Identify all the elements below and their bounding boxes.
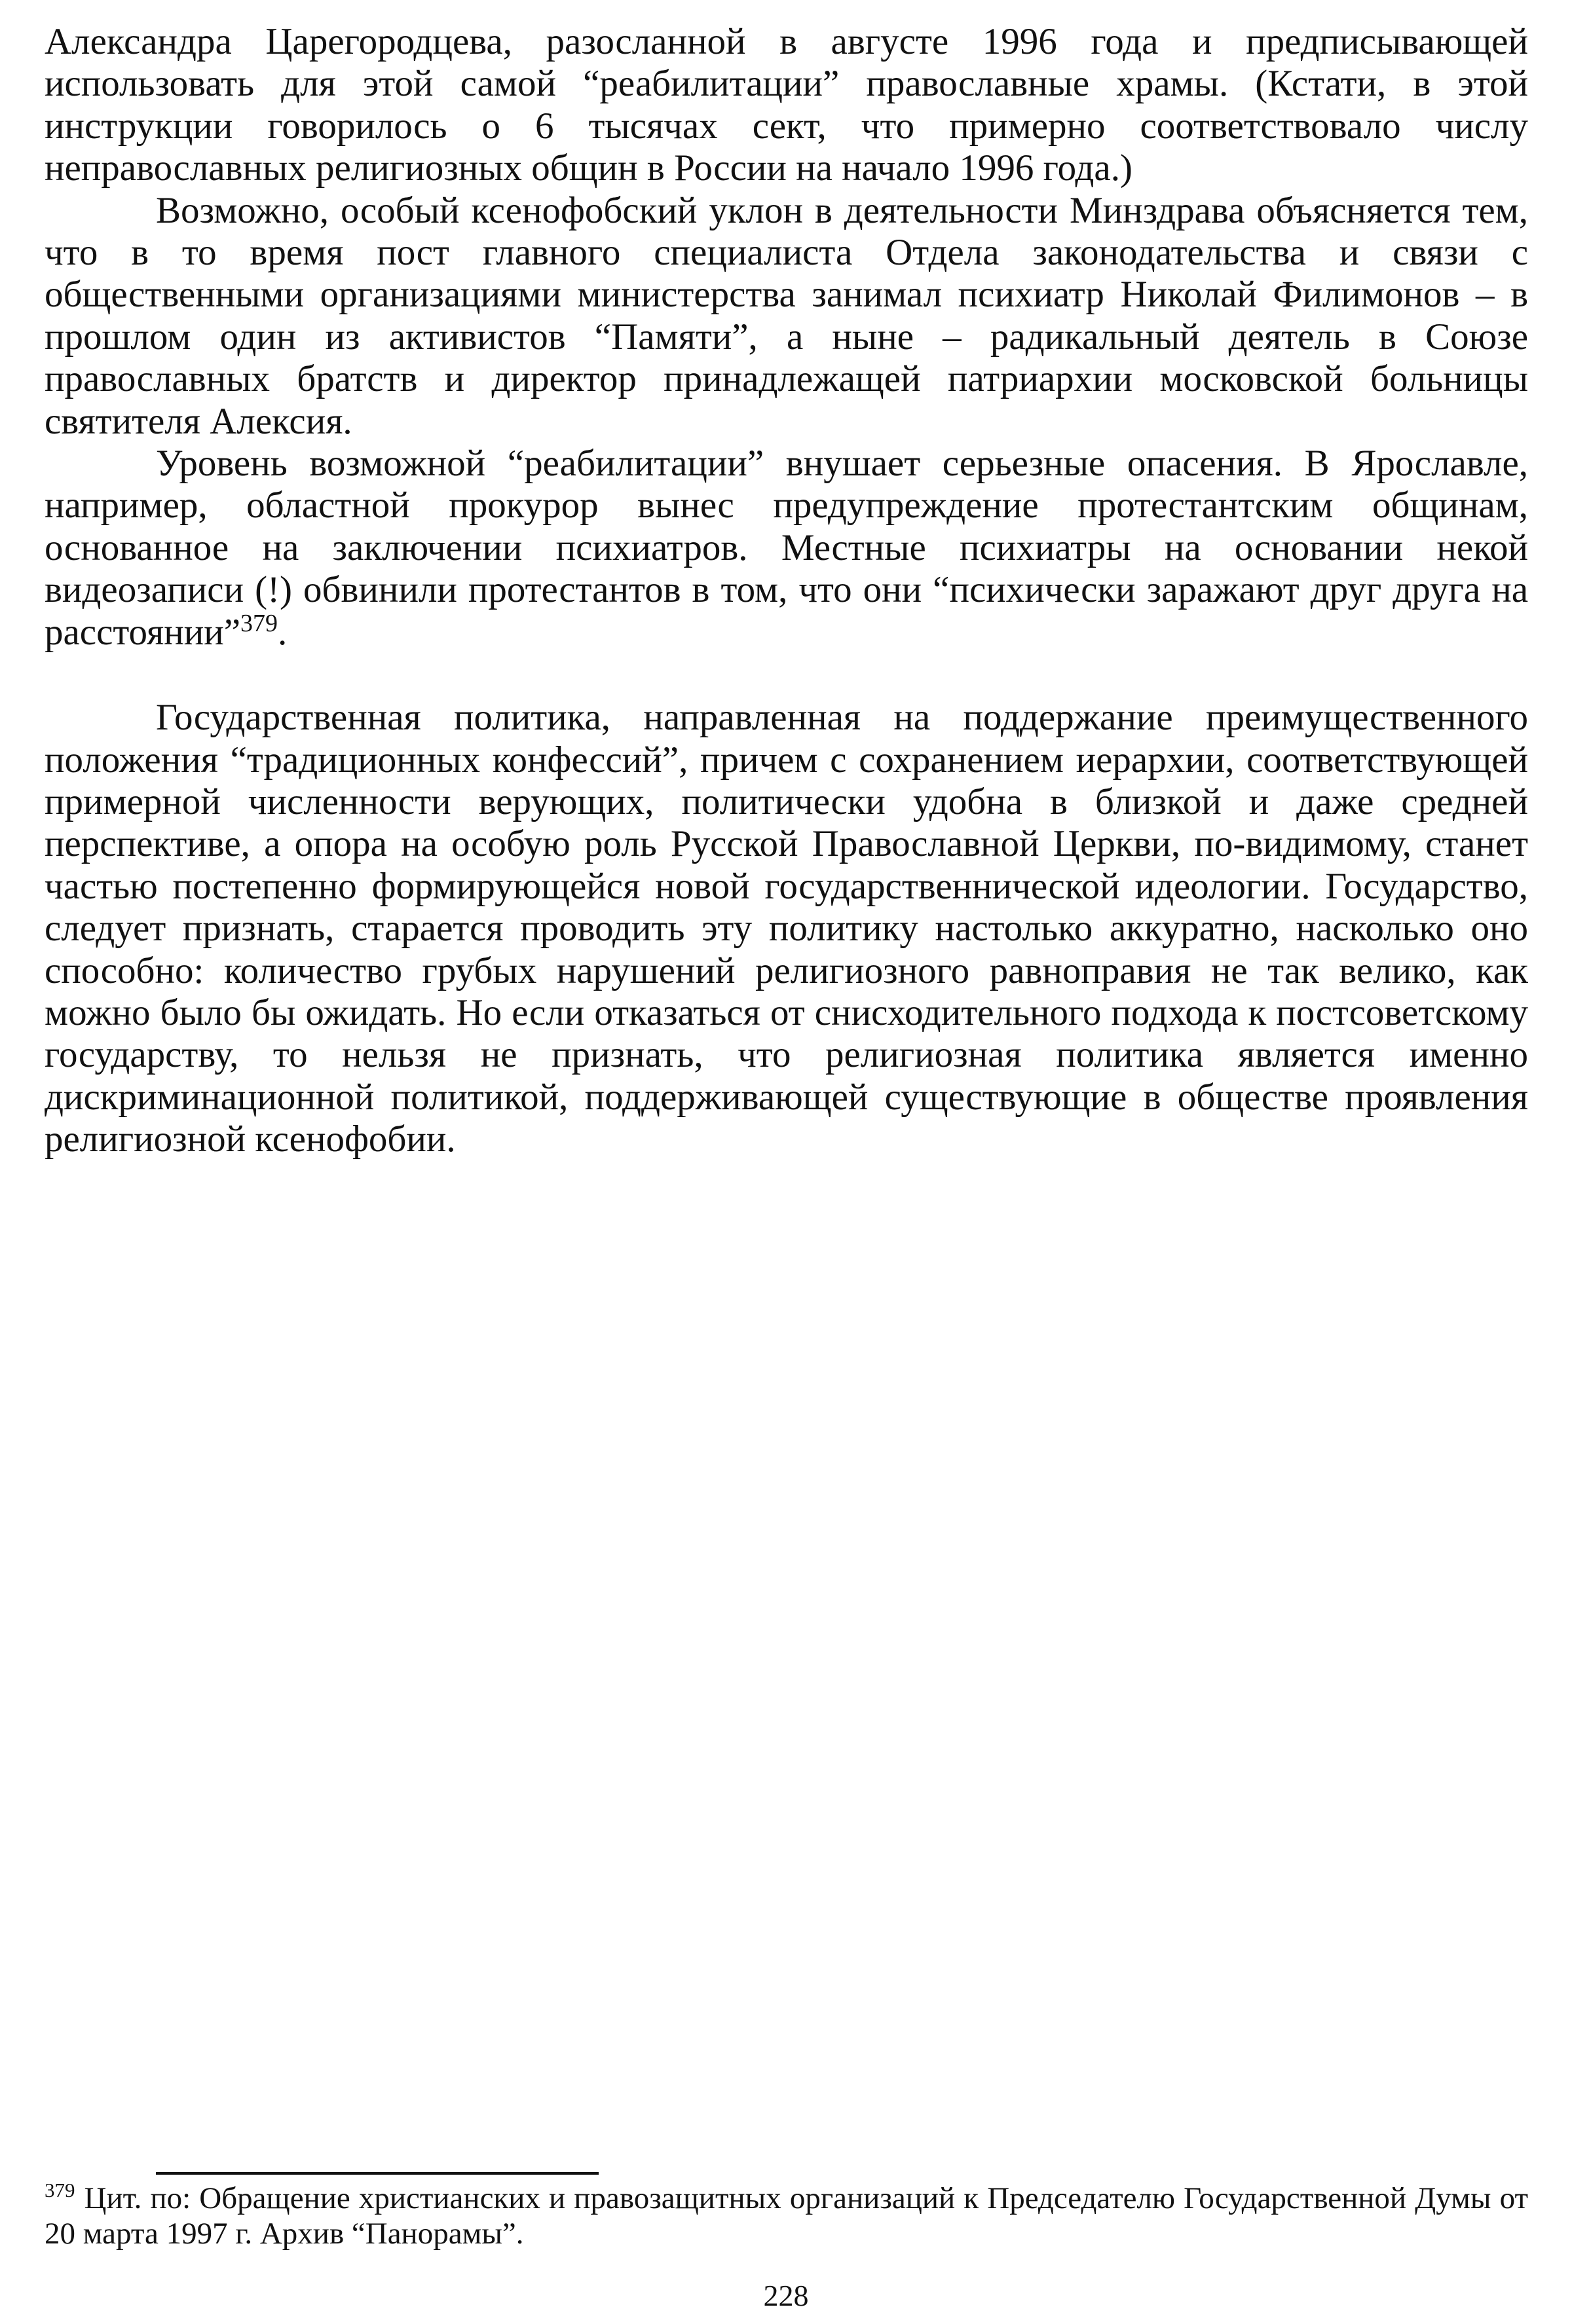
footnote-number: 379 <box>45 2179 75 2202</box>
paragraph-3-text: Уровень возможной “реабилитации” внушает серьезные опасения. В Ярославле, например, областной прокурор вынес предупреждение протестантским общинам, основанное на заключении психиатров. Местные психиатры на основании некой видеозаписи (!) обвинили протестантов в том, что они “психически заражают друг друга на расстоянии” <box>45 443 1528 653</box>
paragraph-4 <box>45 697 1528 1160</box>
paragraph-1-text: Александра Царегородцева, разосланной в августе 1996 года и предписывающей использовать для этой самой “реабилитации” православные храмы. (Кстати, в этой инструкции говорилось о 6 тысячах сект, что примерно соответствовало числу неправославных религиозных общин в России на начало 1996 года.) <box>45 21 1528 189</box>
footnote-reference[interactable]: 379 <box>240 609 278 637</box>
footnote <box>45 2181 1528 2251</box>
paragraph-4-text: Государственная политика, направленная на поддержание преимущественного положения “традиционных конфессий”, причем с сохранением иерархии, соответствующей примерной численности верующих, политически удобна в близкой и даже средней перспективе, а опора на особую роль Русской Православной Церкви, по-видимому, станет частью постепенно формирующейся новой государственнической идеологии. Государство, следует признать, старается проводить эту политику настолько аккуратно, насколько оно способно: количество грубых нарушений религиозного равноправия не так велико, как можно было бы ожидать. Но если отказаться от снисходительного подхода к постсоветскому государству, то нельзя не признать, что религиозная политика является именно дискриминационной политикой, поддерживающей существующие в обществе проявления религиозной ксенофобии. <box>45 697 1528 1160</box>
paragraph-2-text: Возможно, особый ксенофобский уклон в деятельности Минздрава объясняется тем, что в то время пост главного специалиста Отдела законодательства и связи с общественными организациями министерства занимал психиатр Николай Филимонов – в прошлом один из активистов “Памяти”, а ныне – радикальный деятель в Союзе православных братств и директор принадлежащей патриархии московской больницы святителя Алексия. <box>45 189 1528 442</box>
footnote-text: Цит. по: Обращение христианских и правозащитных организаций к Председателю Государственной Думы от 20 марта 1997 г. Архив “Панорамы”. <box>45 2181 1528 2251</box>
page-number: 228 <box>763 2279 809 2312</box>
document-page <box>45 21 1528 1161</box>
paragraph-2 <box>45 190 1528 443</box>
paragraph-3-tail: . <box>278 611 288 653</box>
paragraph-1 <box>45 21 1528 190</box>
paragraph-3 <box>45 443 1528 654</box>
footnote-separator <box>156 2172 599 2175</box>
